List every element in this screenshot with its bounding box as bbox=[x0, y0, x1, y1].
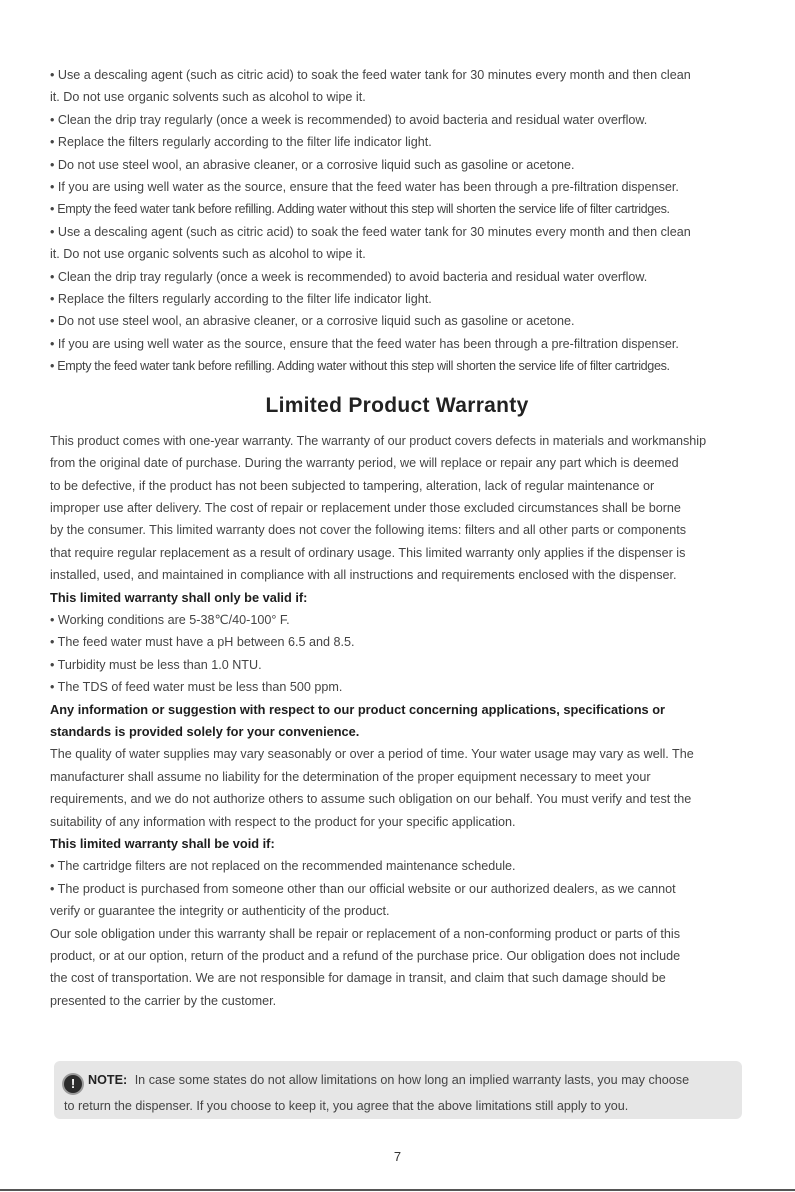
information-body bbox=[50, 743, 744, 833]
bullet-line: • Do not use steel wool, an abrasive cleaner, or a corrosive liquid such as gasoline or acetone. bbox=[50, 157, 575, 172]
bullet-line: • Empty the feed water tank before refilling. Adding water without this step will shorten the service life of filter cartridges. bbox=[50, 359, 670, 374]
intro-line: that require regular replacement as a result of ordinary usage. This limited warranty only applies if the dispenser is bbox=[50, 545, 686, 560]
warranty-intro bbox=[50, 430, 744, 587]
bullet-line: • Use a descaling agent (such as citric acid) to soak the feed water tank for 30 minutes every month and then clean bbox=[50, 224, 691, 239]
obligation-line: presented to the carrier by the customer. bbox=[50, 993, 277, 1008]
bullet-line: • Replace the filters regularly according to the filter life indicator light. bbox=[50, 135, 432, 150]
exclamation-icon: ! bbox=[64, 1075, 82, 1093]
bottom-rule bbox=[0, 1189, 795, 1191]
list-item: • The TDS of feed water must be less than 500 ppm. bbox=[50, 680, 343, 695]
bullet-line: • Empty the feed water tank before refilling. Adding water without this step will shorten the service life of filter cartridges. bbox=[50, 202, 670, 217]
note-text: In case some states do not allow limitations on how long an implied warranty lasts, you may choose bbox=[134, 1073, 690, 1087]
obligation-paragraph bbox=[50, 923, 744, 1013]
info-line: The quality of water supplies may vary seasonably or over a period of time. Your water usage may vary as well. The bbox=[50, 747, 694, 762]
list-item: • Working conditions are 5-38℃/40-100° F. bbox=[50, 612, 290, 627]
page-number: 7 bbox=[393, 1149, 402, 1164]
intro-line: improper use after delivery. The cost of repair or replacement under those excluded circumstances shall be borne bbox=[50, 500, 681, 515]
information-heading: standards is provided solely for your convenience. bbox=[50, 723, 360, 739]
maintenance-bullets bbox=[50, 64, 744, 378]
info-line: suitability of any information with respect to the product for your specific application. bbox=[50, 814, 516, 829]
info-line: requirements, and we do not authorize others to assume such obligation on our behalf. You must verify and test the bbox=[50, 792, 692, 807]
valid-conditions-list bbox=[50, 609, 744, 699]
note-box bbox=[54, 1061, 742, 1119]
intro-line: installed, used, and maintained in compliance with all instructions and requirements enclosed with the dispenser. bbox=[50, 568, 677, 583]
list-item: verify or guarantee the integrity or authenticity of the product. bbox=[50, 904, 390, 919]
list-item: • Turbidity must be less than 1.0 NTU. bbox=[50, 657, 262, 672]
note-label: NOTE: bbox=[88, 1073, 128, 1087]
list-item: • The product is purchased from someone other than our official website or our authorized dealers, as we cannot bbox=[50, 881, 676, 896]
intro-line: to be defective, if the product has not been subjected to tampering, alteration, lack of regular maintenance or bbox=[50, 478, 655, 493]
document-page bbox=[50, 64, 744, 1012]
note-line-2: to return the dispenser. If you choose to keep it, you agree that the above limitations still apply to you. bbox=[64, 1099, 629, 1113]
obligation-line: Our sole obligation under this warranty shall be repair or replacement of a non-conforming product or parts of this bbox=[50, 926, 681, 941]
bullet-line: it. Do not use organic solvents such as alcohol to wipe it. bbox=[50, 247, 366, 262]
bullet-line: • If you are using well water as the source, ensure that the feed water has been through a pre-filtration dispenser. bbox=[50, 336, 679, 351]
intro-line: by the consumer. This limited warranty does not cover the following items: filters and all other parts or components bbox=[50, 523, 687, 538]
obligation-line: product, or at our option, return of the product and a refund of the purchase price. Our obligation does not include bbox=[50, 949, 681, 964]
note-line-1 bbox=[64, 1069, 689, 1093]
info-line: manufacturer shall assume no liability for the determination of the proper equipment necessary to meet your bbox=[50, 769, 651, 784]
list-item: • The feed water must have a pH between 6.5 and 8.5. bbox=[50, 635, 355, 650]
bullet-line: • If you are using well water as the source, ensure that the feed water has been through a pre-filtration dispenser. bbox=[50, 180, 679, 195]
intro-line: from the original date of purchase. During the warranty period, we will replace or repair any part which is deemed bbox=[50, 456, 679, 471]
list-item: • The cartridge filters are not replaced on the recommended maintenance schedule. bbox=[50, 859, 516, 874]
obligation-line: the cost of transportation. We are not responsible for damage in transit, and claim that such damage should be bbox=[50, 971, 666, 986]
warranty-title: Limited Product Warranty bbox=[265, 393, 529, 417]
valid-conditions-heading: This limited warranty shall only be valid if: bbox=[50, 589, 308, 605]
void-conditions-heading: This limited warranty shall be void if: bbox=[50, 836, 275, 851]
bullet-line: • Clean the drip tray regularly (once a week is recommended) to avoid bacteria and residual water overflow. bbox=[50, 269, 648, 284]
information-heading: Any information or suggestion with respect to our product concerning applications, specifications or bbox=[50, 701, 666, 717]
bullet-line: • Use a descaling agent (such as citric acid) to soak the feed water tank for 30 minutes every month and then clean bbox=[50, 68, 691, 82]
intro-line: This product comes with one-year warranty. The warranty of our product covers defects in materials and workmanship bbox=[50, 433, 707, 448]
bullet-line: • Do not use steel wool, an abrasive cleaner, or a corrosive liquid such as gasoline or acetone. bbox=[50, 314, 575, 329]
void-conditions-list bbox=[50, 855, 744, 922]
bullet-line: • Replace the filters regularly according to the filter life indicator light. bbox=[50, 292, 432, 307]
bullet-line: it. Do not use organic solvents such as alcohol to wipe it. bbox=[50, 90, 366, 105]
bullet-line: • Clean the drip tray regularly (once a week is recommended) to avoid bacteria and residual water overflow. bbox=[50, 112, 648, 127]
